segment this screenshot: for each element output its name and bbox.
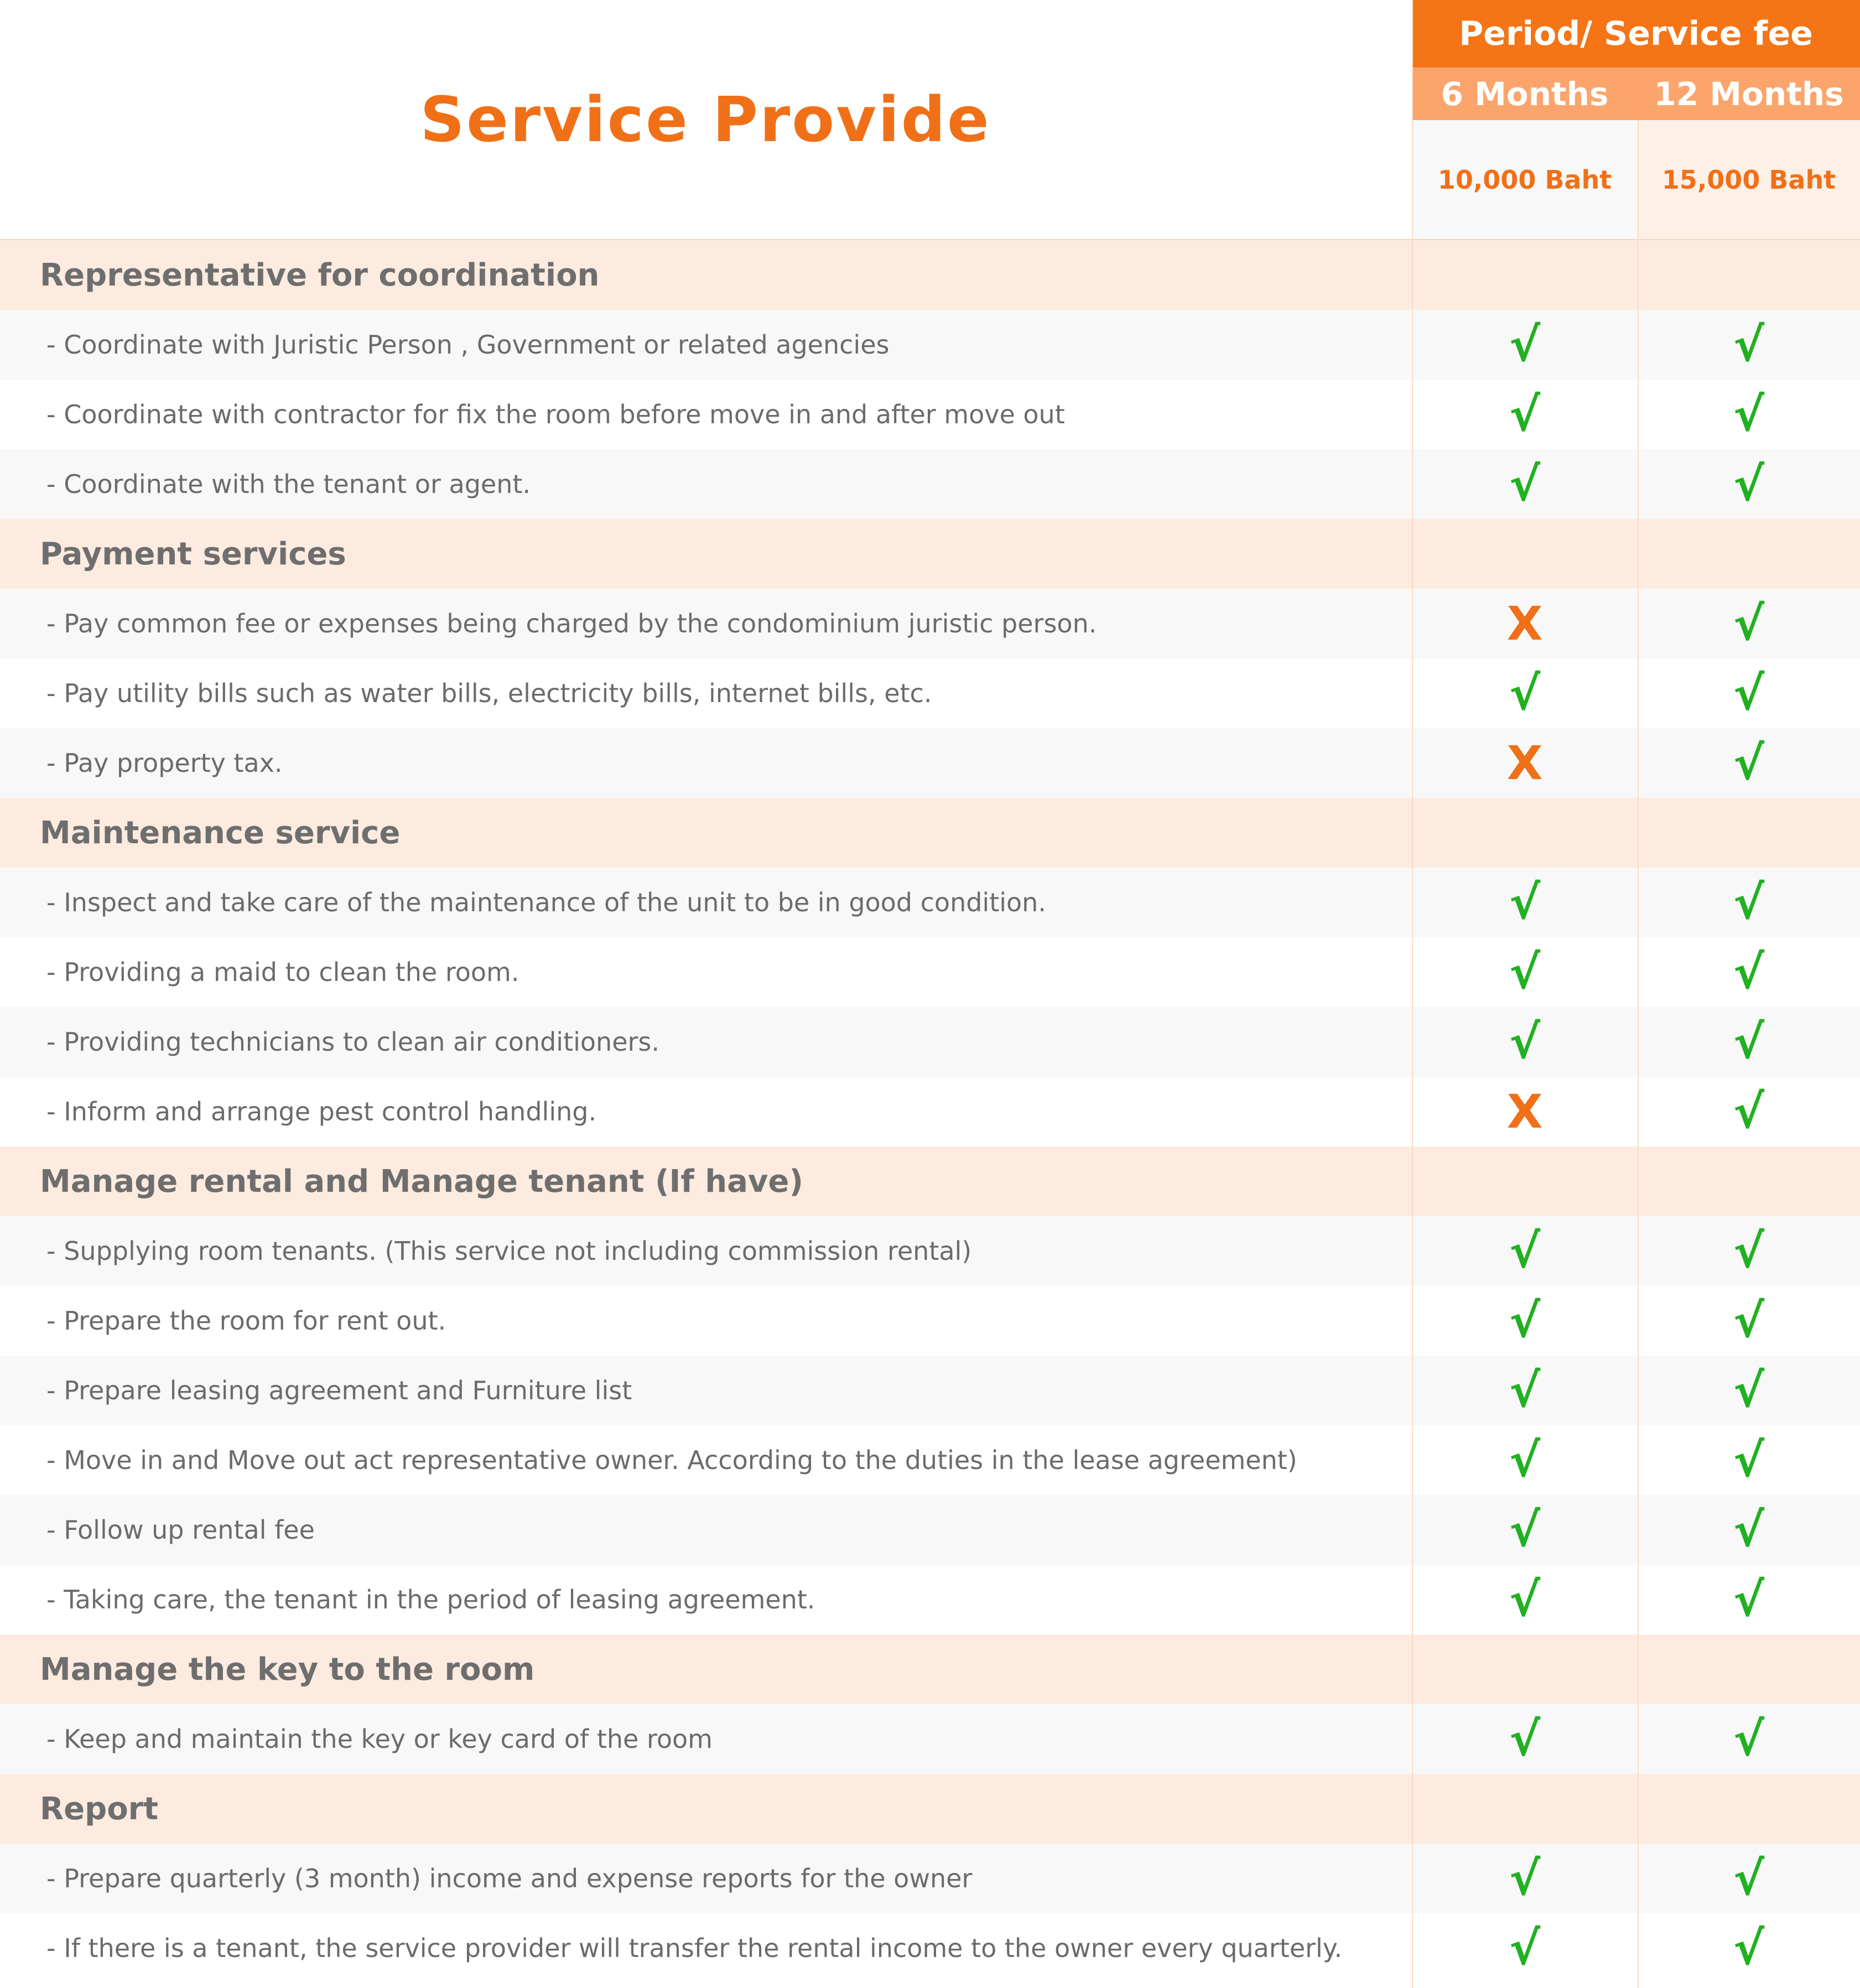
table-header [0, 0, 1860, 240]
section-title: Manage the key to the room [40, 1651, 535, 1688]
check-icon: √ [1733, 596, 1765, 651]
service-item-row [0, 1286, 1860, 1356]
check-icon: √ [1509, 318, 1541, 372]
service-item-row [0, 1356, 1860, 1425]
service-item-row [0, 310, 1860, 380]
service-description: - Inform and arrange pest control handling. [46, 1097, 597, 1127]
service-description: - Supplying room tenants. (This service not including commission rental) [46, 1236, 972, 1266]
service-item-row [0, 1495, 1860, 1565]
empty-cell [1412, 798, 1638, 868]
check-icon: √ [1733, 875, 1765, 930]
plan-6-months-header: 6 Months [1412, 68, 1638, 120]
check-icon: √ [1733, 1572, 1765, 1627]
empty-cell [1412, 1774, 1638, 1844]
check-icon: √ [1509, 1433, 1541, 1487]
service-description: - Keep and maintain the key or key card of the room [46, 1724, 713, 1754]
service-description: - Providing technicians to clean air conditioners. [46, 1027, 659, 1057]
empty-cell [1638, 240, 1860, 310]
check-icon: √ [1733, 318, 1765, 372]
service-table-body [0, 240, 1860, 1983]
cross-icon: X [1506, 1084, 1543, 1139]
check-icon: √ [1509, 457, 1541, 511]
check-icon: √ [1733, 1503, 1765, 1557]
service-description: - Follow up rental fee [46, 1515, 315, 1545]
section-title: Manage rental and Manage tenant (If have) [40, 1163, 803, 1200]
check-icon: √ [1509, 666, 1541, 720]
check-icon: √ [1509, 945, 1541, 999]
service-description: - Inspect and take care of the maintenance of the unit to be in good condition. [46, 887, 1046, 917]
service-description: - If there is a tenant, the service provider will transfer the rental income to the owner every quarterly. [46, 1933, 1343, 1963]
check-icon: √ [1733, 1363, 1765, 1418]
empty-cell [1412, 1146, 1638, 1216]
service-item-row [0, 589, 1860, 658]
check-icon: √ [1733, 945, 1765, 999]
service-description: - Pay utility bills such as water bills, electricity bills, internet bills, etc. [46, 678, 932, 708]
check-icon: √ [1733, 736, 1765, 790]
check-icon: √ [1733, 1712, 1765, 1766]
service-item-row [0, 1913, 1860, 1983]
section-title: Report [40, 1790, 159, 1827]
empty-cell [1412, 240, 1638, 310]
section-header-row [0, 519, 1860, 589]
section-header-row [0, 240, 1860, 310]
service-description: - Coordinate with Juristic Person , Government or related agencies [46, 330, 890, 360]
service-item-row [0, 658, 1860, 728]
check-icon: √ [1733, 1224, 1765, 1278]
service-item-row [0, 1007, 1860, 1077]
empty-cell [1638, 519, 1860, 589]
empty-cell [1638, 1774, 1860, 1844]
empty-cell [1638, 798, 1860, 868]
check-icon: √ [1733, 1294, 1765, 1348]
empty-cell [1412, 1634, 1638, 1704]
section-title: Maintenance service [40, 814, 401, 851]
section-title: Payment services [40, 536, 346, 572]
plan-6-months-price: 10,000 Baht [1412, 120, 1638, 239]
service-item-row [0, 1216, 1860, 1286]
service-item-row [0, 937, 1860, 1007]
check-icon: √ [1509, 1294, 1541, 1348]
section-header-row [0, 1634, 1860, 1704]
check-icon: √ [1509, 1224, 1541, 1278]
check-icon: √ [1733, 1015, 1765, 1069]
column-divider-12-months [1638, 120, 1639, 1988]
section-header-row [0, 798, 1860, 868]
section-title: Representative for coordination [40, 257, 600, 293]
check-icon: √ [1509, 1363, 1541, 1418]
service-item-row [0, 1704, 1860, 1774]
cross-icon: X [1506, 736, 1543, 790]
check-icon: √ [1509, 387, 1541, 442]
check-icon: √ [1733, 457, 1765, 511]
check-icon: √ [1733, 666, 1765, 720]
service-description: - Providing a maid to clean the room. [46, 957, 519, 987]
empty-cell [1638, 1634, 1860, 1704]
check-icon: √ [1733, 1084, 1765, 1139]
service-description: - Coordinate with the tenant or agent. [46, 469, 531, 499]
check-icon: √ [1733, 387, 1765, 442]
service-item-row [0, 380, 1860, 449]
column-divider-6-months [1412, 0, 1413, 1988]
service-description: - Prepare the room for rent out. [46, 1306, 446, 1336]
service-item-row [0, 1844, 1860, 1913]
service-description: - Pay property tax. [46, 748, 283, 778]
service-item-row [0, 449, 1860, 519]
empty-cell [1638, 1146, 1860, 1216]
section-header-row [0, 1146, 1860, 1216]
check-icon: √ [1509, 1503, 1541, 1557]
check-icon: √ [1509, 1572, 1541, 1627]
service-description: - Pay common fee or expenses being charged by the condominium juristic person. [46, 609, 1097, 639]
service-item-row [0, 868, 1860, 937]
service-item-row [0, 1077, 1860, 1146]
check-icon: √ [1509, 1015, 1541, 1069]
page-title: Service Provide [420, 84, 991, 156]
service-description: - Move in and Move out act representative owner. According to the duties in the lease agreement) [46, 1445, 1297, 1475]
service-item-row [0, 1565, 1860, 1634]
check-icon: √ [1733, 1851, 1765, 1906]
plan-12-months-price: 15,000 Baht [1638, 120, 1860, 239]
period-service-fee-header: Period/ Service fee [1412, 0, 1860, 68]
service-item-row [0, 728, 1860, 798]
service-item-row [0, 1425, 1860, 1495]
check-icon: √ [1509, 1712, 1541, 1766]
section-header-row [0, 1774, 1860, 1844]
check-icon: √ [1509, 1851, 1541, 1906]
check-icon: √ [1509, 1921, 1541, 1975]
service-description: - Prepare quarterly (3 month) income and expense reports for the owner [46, 1864, 973, 1893]
check-icon: √ [1509, 875, 1541, 930]
check-icon: √ [1733, 1921, 1765, 1975]
plan-12-months-header: 12 Months [1638, 68, 1860, 120]
service-description: - Taking care, the tenant in the period of leasing agreement. [46, 1585, 815, 1615]
empty-cell [1412, 519, 1638, 589]
cross-icon: X [1506, 596, 1543, 651]
service-description: - Coordinate with contractor for fix the room before move in and after move out [46, 399, 1065, 429]
check-icon: √ [1733, 1433, 1765, 1487]
service-description: - Prepare leasing agreement and Furniture list [46, 1375, 632, 1405]
